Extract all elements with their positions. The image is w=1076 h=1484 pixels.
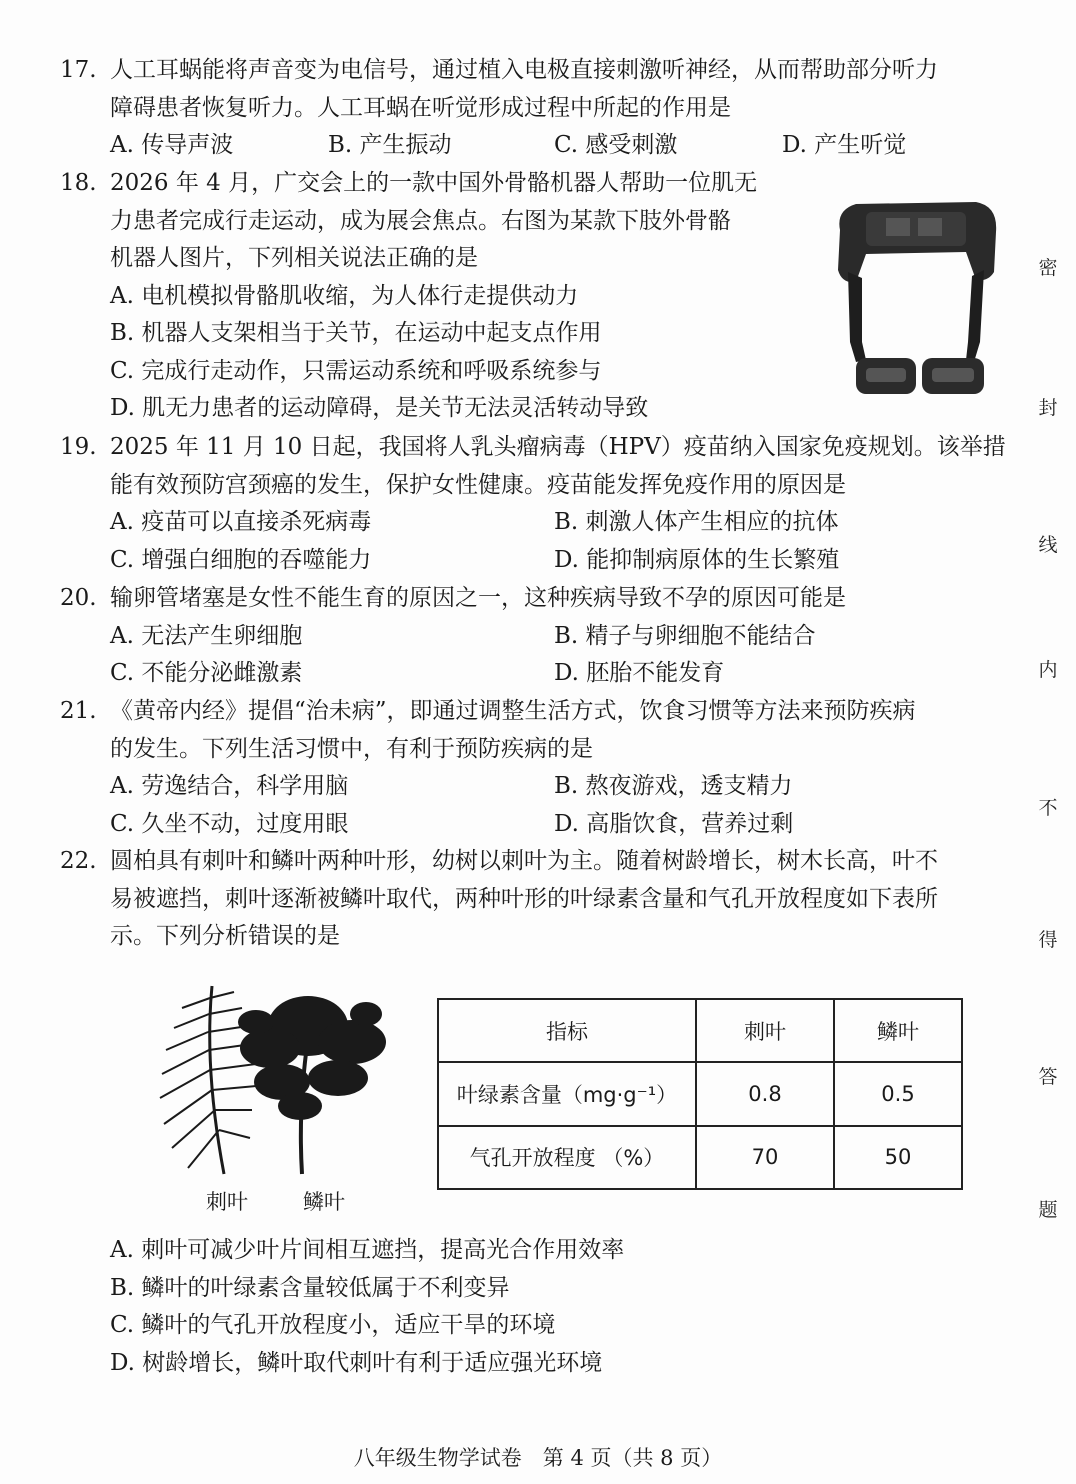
page-footer: 八年级生物学试卷 第 4 页（共 8 页） — [353, 1446, 723, 1470]
leaf-data-table — [437, 998, 963, 1190]
option-b: B. 鳞叶的叶绿素含量较低属于不利变异 — [110, 1274, 510, 1301]
option-b: B. 产生振动 — [328, 132, 452, 158]
question-number: 18. — [60, 170, 97, 196]
seal-char: 封 — [1038, 397, 1058, 419]
question-text: 的发生。下列生活习惯中，有利于预防疾病的是 — [110, 735, 593, 762]
option-a: A. 疫苗可以直接杀死病毒 — [110, 509, 372, 535]
option-a: A. 传导声波 — [110, 132, 234, 158]
seal-char: 得 — [1038, 929, 1058, 951]
option-a: A. 无法产生卵细胞 — [110, 622, 303, 649]
question-text: 圆柏具有刺叶和鳞叶两种叶形，幼树以刺叶为主。随着树龄增长，树木长高，叶不 — [110, 848, 938, 874]
exoskeleton-robot-image — [826, 192, 1006, 404]
option-a: A. 刺叶可减少叶片间相互遮挡，提高光合作用效率 — [110, 1237, 625, 1263]
table-header-row — [438, 999, 962, 1062]
leaf-illustration — [152, 978, 392, 1178]
option-b: B. 机器人支架相当于关节，在运动中起支点作用 — [110, 320, 602, 346]
question-text: 能有效预防宫颈癌的发生，保护女性健康。疫苗能发挥免疫作用的原因是 — [110, 471, 846, 498]
option-c: C. 增强白细胞的吞噬能力 — [110, 546, 372, 573]
option-c: C. 久坐不动，过度用眼 — [110, 810, 349, 837]
table-header-cell: 鳞叶 — [834, 999, 962, 1062]
question-number: 17. — [60, 57, 97, 83]
options-row — [60, 618, 1000, 656]
question-text: 力患者完成行走运动，成为展会焦点。右图为某款下肢外骨骼 — [110, 207, 731, 234]
option-c: C. 感受刺激 — [554, 132, 678, 158]
option-c: C. 完成行走动作，只需运动系统和呼吸系统参与 — [110, 357, 602, 384]
option-c: C. 不能分泌雌激素 — [110, 660, 303, 686]
question-20 — [60, 580, 1000, 693]
question-text: 《黄帝内经》提倡“治未病”，即通过调整生活方式，饮食习惯等方法来预防疾病 — [110, 698, 916, 724]
seal-char: 内 — [1038, 659, 1058, 681]
option-d: D. 胚胎不能发育 — [554, 660, 725, 686]
question-text: 输卵管堵塞是女性不能生育的原因之一，这种疾病导致不孕的原因可能是 — [110, 585, 846, 611]
option-d: D. 能抑制病原体的生长繁殖 — [554, 546, 840, 573]
options-row — [60, 655, 1000, 693]
needle-leaf-label: 刺叶 — [206, 1190, 248, 1214]
option-a: A. 电机模拟骨骼肌收缩，为人体行走提供动力 — [110, 282, 579, 309]
table-cell: 气孔开放程度 （%） — [438, 1126, 696, 1189]
options-row — [60, 542, 1000, 580]
question-text: 障碍患者恢复听力。人工耳蜗在听觉形成过程中所起的作用是 — [110, 94, 731, 121]
question-number: 22. — [60, 848, 97, 874]
options-row — [60, 127, 1000, 165]
table-row — [438, 1126, 962, 1189]
question-text: 2026 年 4 月，广交会上的一款中国外骨骼机器人帮助一位肌无 — [110, 170, 758, 196]
table-cell: 50 — [834, 1126, 962, 1189]
table-cell: 叶绿素含量（mg·g⁻¹） — [438, 1062, 696, 1125]
options-row — [60, 768, 1000, 806]
option-d: D. 肌无力患者的运动障碍，是关节无法灵活转动导致 — [110, 395, 649, 421]
seal-char: 线 — [1038, 534, 1058, 556]
question-text: 机器人图片，下列相关说法正确的是 — [110, 245, 478, 271]
option-c: C. 鳞叶的气孔开放程度小，适应干旱的环境 — [110, 1312, 556, 1338]
options-row — [60, 806, 1000, 844]
table-row — [438, 1062, 962, 1125]
table-cell: 70 — [696, 1126, 834, 1189]
table-cell: 0.5 — [834, 1062, 962, 1125]
table-header-cell: 刺叶 — [696, 999, 834, 1062]
needle-leaf-drawing — [160, 986, 256, 1174]
question-text: 易被遮挡，刺叶逐渐被鳞叶取代，两种叶形的叶绿素含量和气孔开放程度如下表所 — [110, 885, 938, 912]
question-number: 20. — [60, 585, 97, 611]
option-d: D. 产生听觉 — [782, 132, 907, 158]
question-21 — [60, 693, 1000, 843]
table-cell: 0.8 — [696, 1062, 834, 1125]
scale-leaf-label: 鳞叶 — [303, 1190, 345, 1214]
question-17 — [60, 52, 1000, 165]
question-19 — [60, 429, 1006, 579]
seal-char: 密 — [1038, 257, 1058, 279]
option-a: A. 劳逸结合，科学用脑 — [110, 773, 349, 799]
option-b: B. 熬夜游戏，透支精力 — [554, 773, 793, 799]
question-number: 19. — [60, 434, 97, 460]
question-number: 21. — [60, 698, 97, 724]
question-text: 人工耳蜗能将声音变为电信号，通过植入电极直接刺激听神经，从而帮助部分听力 — [110, 57, 938, 83]
option-d: D. 树龄增长，鳞叶取代刺叶有利于适应强光环境 — [110, 1349, 603, 1376]
seal-char: 不 — [1038, 797, 1058, 819]
question-22 — [60, 843, 1000, 956]
options-row — [60, 504, 1000, 542]
option-b: B. 精子与卵细胞不能结合 — [554, 622, 816, 649]
table-header-cell: 指标 — [438, 999, 696, 1062]
question-22-options — [60, 1232, 1000, 1382]
option-b: B. 刺激人体产生相应的抗体 — [554, 509, 839, 535]
question-text: 2025 年 11 月 10 日起，我国将人乳头瘤病毒（HPV）疫苗纳入国家免疫规划。该举措 — [110, 434, 1006, 460]
question-text: 示。下列分析错误的是 — [110, 923, 340, 949]
seal-char: 答 — [1038, 1066, 1058, 1088]
seal-char: 题 — [1038, 1199, 1058, 1221]
scale-leaf-drawing — [238, 996, 386, 1174]
option-d: D. 高脂饮食，营养过剩 — [554, 810, 794, 837]
